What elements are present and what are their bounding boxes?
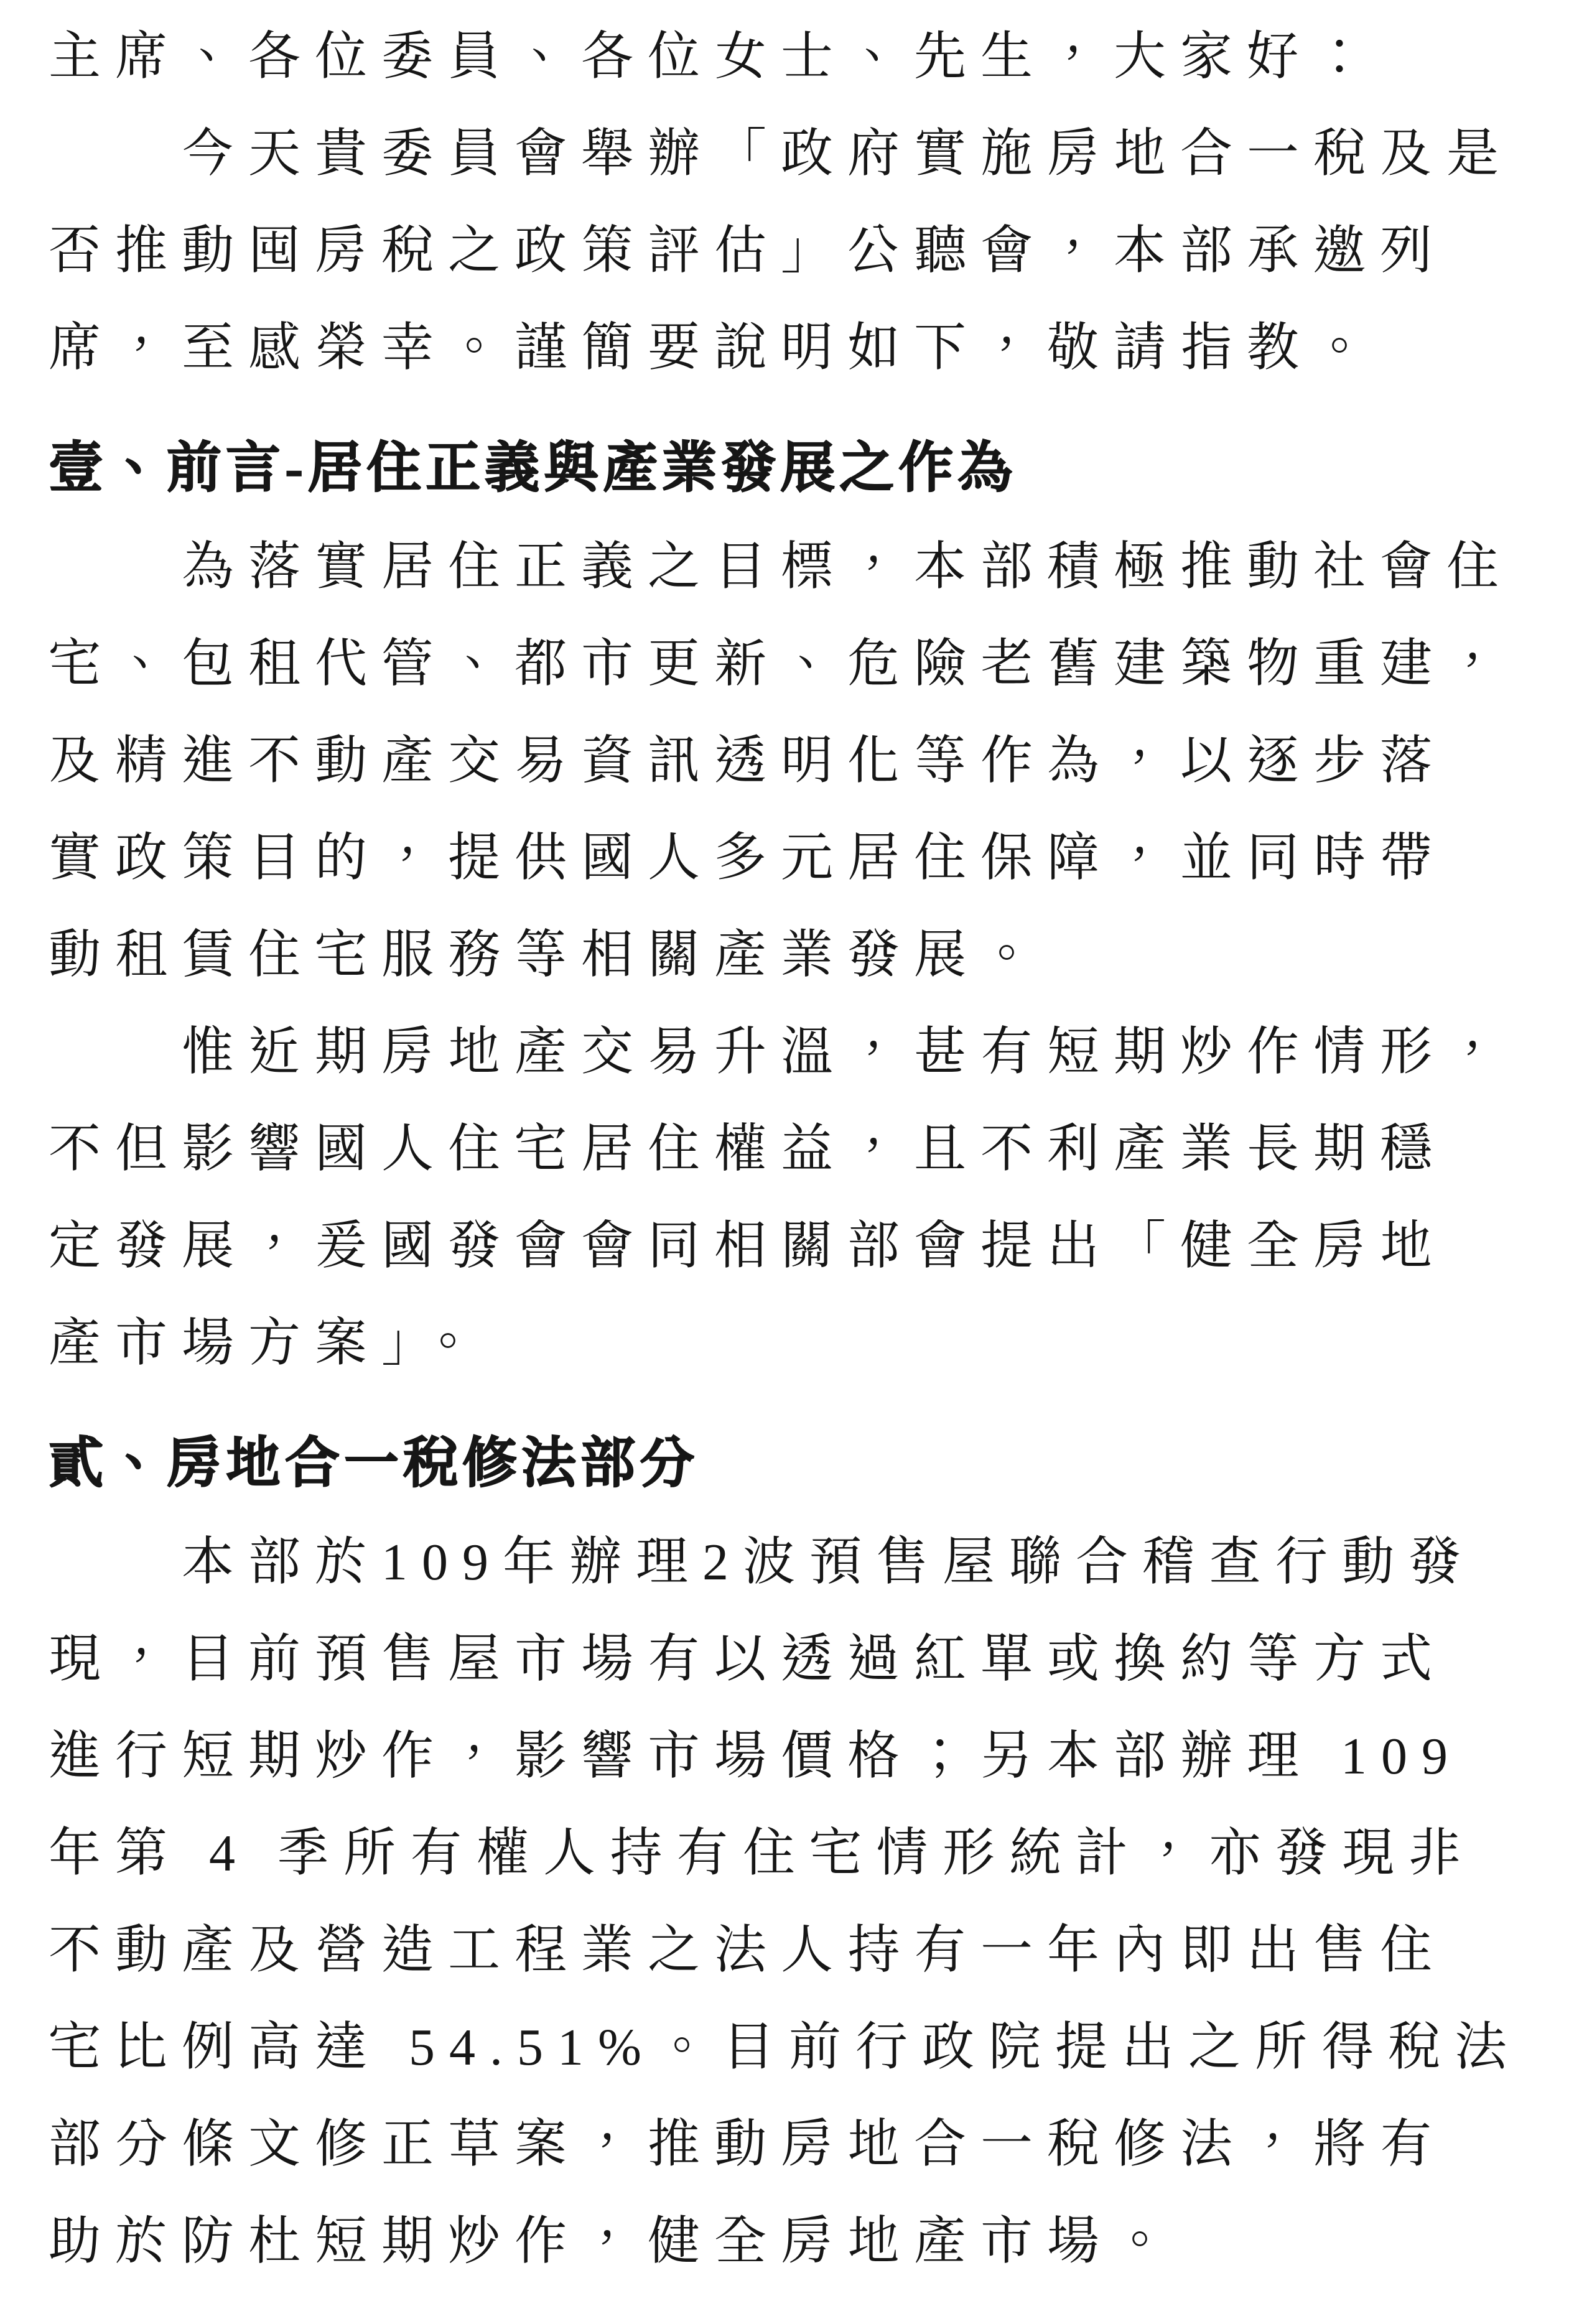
document-text-block [49, 9, 1544, 2290]
text-line: 否推動囤房稅之政策評估」公聽會，本部承邀列 [49, 222, 1447, 280]
text-line: 今天貴委員會舉辦「政府實施房地合一稅及是 [182, 125, 1514, 183]
text-line: 席，至感榮幸。謹簡要說明如下，敬請指教。 [49, 319, 1380, 377]
section-heading: 壹、前言-居住正義與產業發展之作為 [49, 439, 1017, 499]
text-line: 進行短期炒作，影響市場價格；另本部辦理 109 [49, 1727, 1463, 1785]
text-line: 實政策目的，提供國人多元居住保障，並同時帶 [49, 829, 1447, 887]
text-line: 助於防杜短期炒作，健全房地產市場。 [49, 2213, 1181, 2271]
text-line: 產市場方案」。 [49, 1314, 489, 1372]
text-line: 為落實居住正義之目標，本部積極推動社會住 [182, 538, 1514, 596]
text-line: 本部於109年辦理2波預售屋聯合稽查行動發 [182, 1533, 1476, 1591]
text-line: 不動產及營造工程業之法人持有一年內即出售住 [49, 1922, 1447, 1979]
text-line: 及精進不動產交易資訊透明化等作為，以逐步落 [49, 732, 1447, 790]
text-line: 部分條文修正草案，推動房地合一稅修法，將有 [49, 2116, 1447, 2173]
text-line: 主席、各位委員、各位女士、先生，大家好： [49, 28, 1380, 86]
text-line: 年第 4 季所有權人持有住宅情形統計，亦發現非 [49, 1824, 1476, 1882]
section-heading: 貳、房地合一稅修法部分 [49, 1434, 699, 1494]
text-line: 定發展，爰國發會會同相關部會提出「健全房地 [49, 1217, 1447, 1275]
text-line: 不但影響國人住宅居住權益，且不利產業長期穩 [49, 1120, 1447, 1178]
text-line: 現，目前預售屋市場有以透過紅單或換約等方式 [49, 1630, 1447, 1688]
text-line: 惟近期房地產交易升溫，甚有短期炒作情形， [182, 1023, 1514, 1081]
text-line: 動租賃住宅服務等相關產業發展。 [49, 926, 1048, 984]
text-line: 宅、包租代管、都市更新、危險老舊建築物重建， [49, 635, 1514, 693]
text-line: 宅比例高達 54.51%。目前行政院提出之所得稅法 [49, 2019, 1521, 2076]
